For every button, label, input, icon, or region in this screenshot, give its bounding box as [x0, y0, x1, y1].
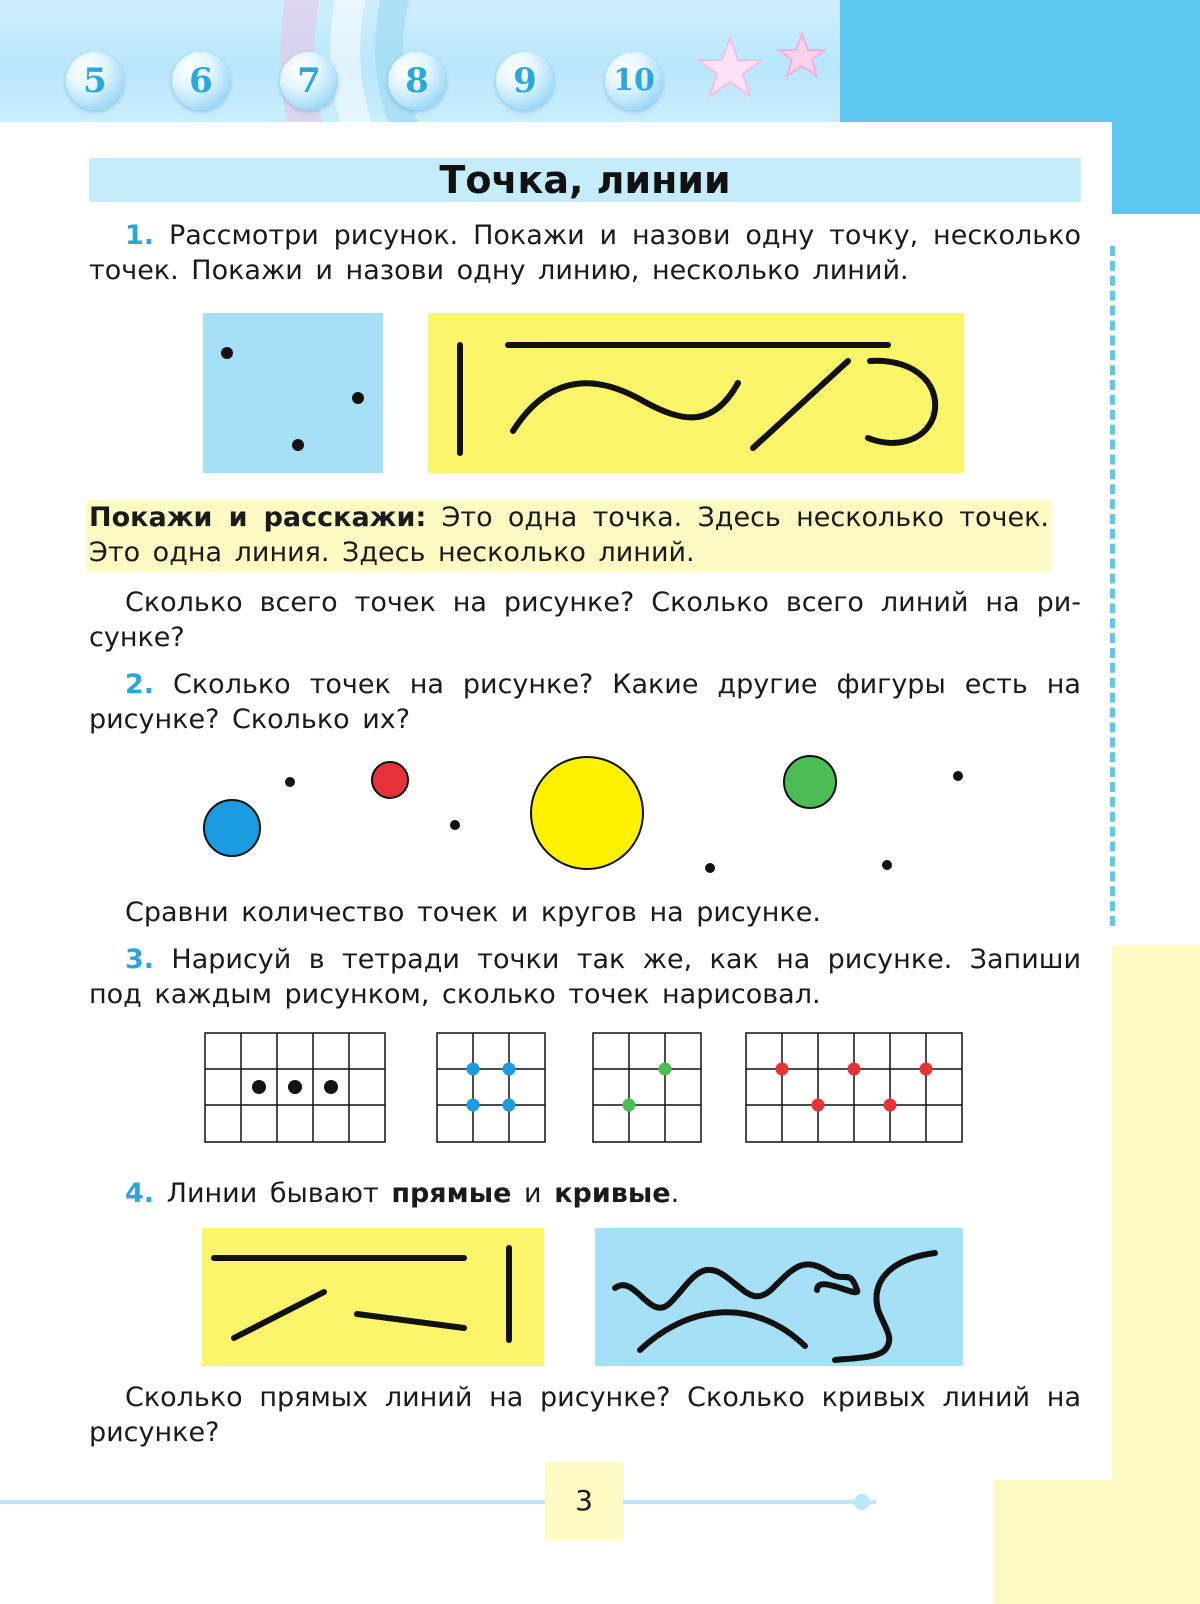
point	[705, 863, 715, 873]
point	[467, 1099, 480, 1112]
task2-line2: рисунке? Сколько их?	[89, 704, 411, 735]
point	[252, 1080, 266, 1094]
yellow-circle	[531, 757, 643, 869]
question1-text	[89, 585, 1081, 655]
point	[503, 1063, 516, 1076]
margin-dashed-line	[1110, 246, 1115, 926]
point	[882, 860, 892, 870]
grid-2	[436, 1032, 546, 1144]
task1-text	[89, 218, 1081, 288]
point	[776, 1063, 789, 1076]
task1-line2: точек. Покажи и назови одну линию, несколько линий.	[89, 255, 909, 286]
points-panel	[203, 313, 383, 473]
task4-before: Линии бывают	[166, 1178, 379, 1209]
point	[324, 1080, 338, 1094]
green-circle	[784, 756, 836, 808]
header-band	[0, 0, 840, 122]
point	[450, 820, 460, 830]
header-corner-block	[840, 0, 1112, 122]
page-title: Точка, линии	[89, 158, 1081, 202]
show-and-tell-line2: Это одна линия. Здесь несколько линий.	[89, 537, 695, 568]
grid-4	[745, 1032, 963, 1144]
task3-line1: Нарисуй в тетради точки так же, как на рисунке. Запиши	[171, 944, 1081, 975]
bottom-yellow-block	[994, 1480, 1200, 1604]
question4-line2: рисунке?	[89, 1417, 220, 1448]
question4-line1: Сколько прямых линий на рисунке? Сколько кривых линий на	[125, 1382, 1081, 1413]
point	[920, 1063, 933, 1076]
grid-3	[592, 1032, 702, 1144]
point	[659, 1063, 672, 1076]
header-number-6: 6	[172, 52, 230, 110]
question1-line2: сунке?	[89, 622, 185, 653]
compare-text: Сравни количество точек и кругов на рисунке.	[125, 897, 821, 928]
task2-text	[89, 667, 1081, 737]
point	[288, 1080, 302, 1094]
point	[623, 1099, 636, 1112]
show-and-tell-line1: Это одна точка. Здесь несколько точек.	[441, 502, 1049, 533]
red-circle	[372, 762, 408, 798]
task4-number: 4.	[125, 1178, 155, 1209]
lines-panel	[428, 313, 964, 473]
task4-and: и	[524, 1178, 542, 1209]
show-and-tell-text	[89, 500, 1049, 570]
task3-number: 3.	[125, 944, 155, 975]
task4-text	[125, 1176, 1025, 1211]
straight-lines-panel	[202, 1228, 544, 1366]
point	[292, 439, 304, 451]
task4-period: .	[670, 1178, 680, 1209]
task1-line1: Рассмотри рисунок. Покажи и назови одну точку, несколько	[168, 220, 1081, 251]
right-blue-tab	[1112, 0, 1200, 214]
question4-text	[89, 1380, 1081, 1450]
point	[812, 1099, 825, 1112]
point	[352, 392, 364, 404]
header-number-7: 7	[280, 52, 338, 110]
task1-number: 1.	[125, 220, 155, 251]
point	[848, 1063, 861, 1076]
task2-line1: Сколько точек на рисунке? Какие другие фигуры есть на	[173, 669, 1081, 700]
header-number-10: 10	[605, 52, 663, 110]
point	[953, 771, 963, 781]
header-number-8: 8	[388, 52, 446, 110]
point	[285, 777, 295, 787]
point	[503, 1099, 516, 1112]
header-number-9: 9	[496, 52, 554, 110]
page-number: 3	[545, 1462, 623, 1540]
curved-lines-panel	[595, 1228, 963, 1366]
star-icon	[690, 30, 840, 120]
task3-text	[89, 942, 1081, 1012]
grid-1	[204, 1032, 386, 1144]
footer-line-end	[854, 1494, 870, 1510]
point	[884, 1099, 897, 1112]
blue-circle	[204, 800, 260, 856]
point	[467, 1063, 480, 1076]
task4-curved: кривые	[554, 1178, 671, 1209]
task3-line2: под каждым рисунком, сколько точек нарисовал.	[89, 979, 821, 1010]
show-and-tell-label: Покажи и расскажи:	[89, 502, 427, 533]
dots-circles-figure	[180, 740, 980, 890]
task2-number: 2.	[125, 669, 155, 700]
task4-straight: прямые	[391, 1178, 512, 1209]
header-number-5: 5	[66, 52, 124, 110]
point	[221, 347, 233, 359]
question1-line1: Сколько всего точек на рисунке? Сколько всего линий на ри-	[125, 587, 1081, 618]
footer-line	[0, 1500, 876, 1504]
